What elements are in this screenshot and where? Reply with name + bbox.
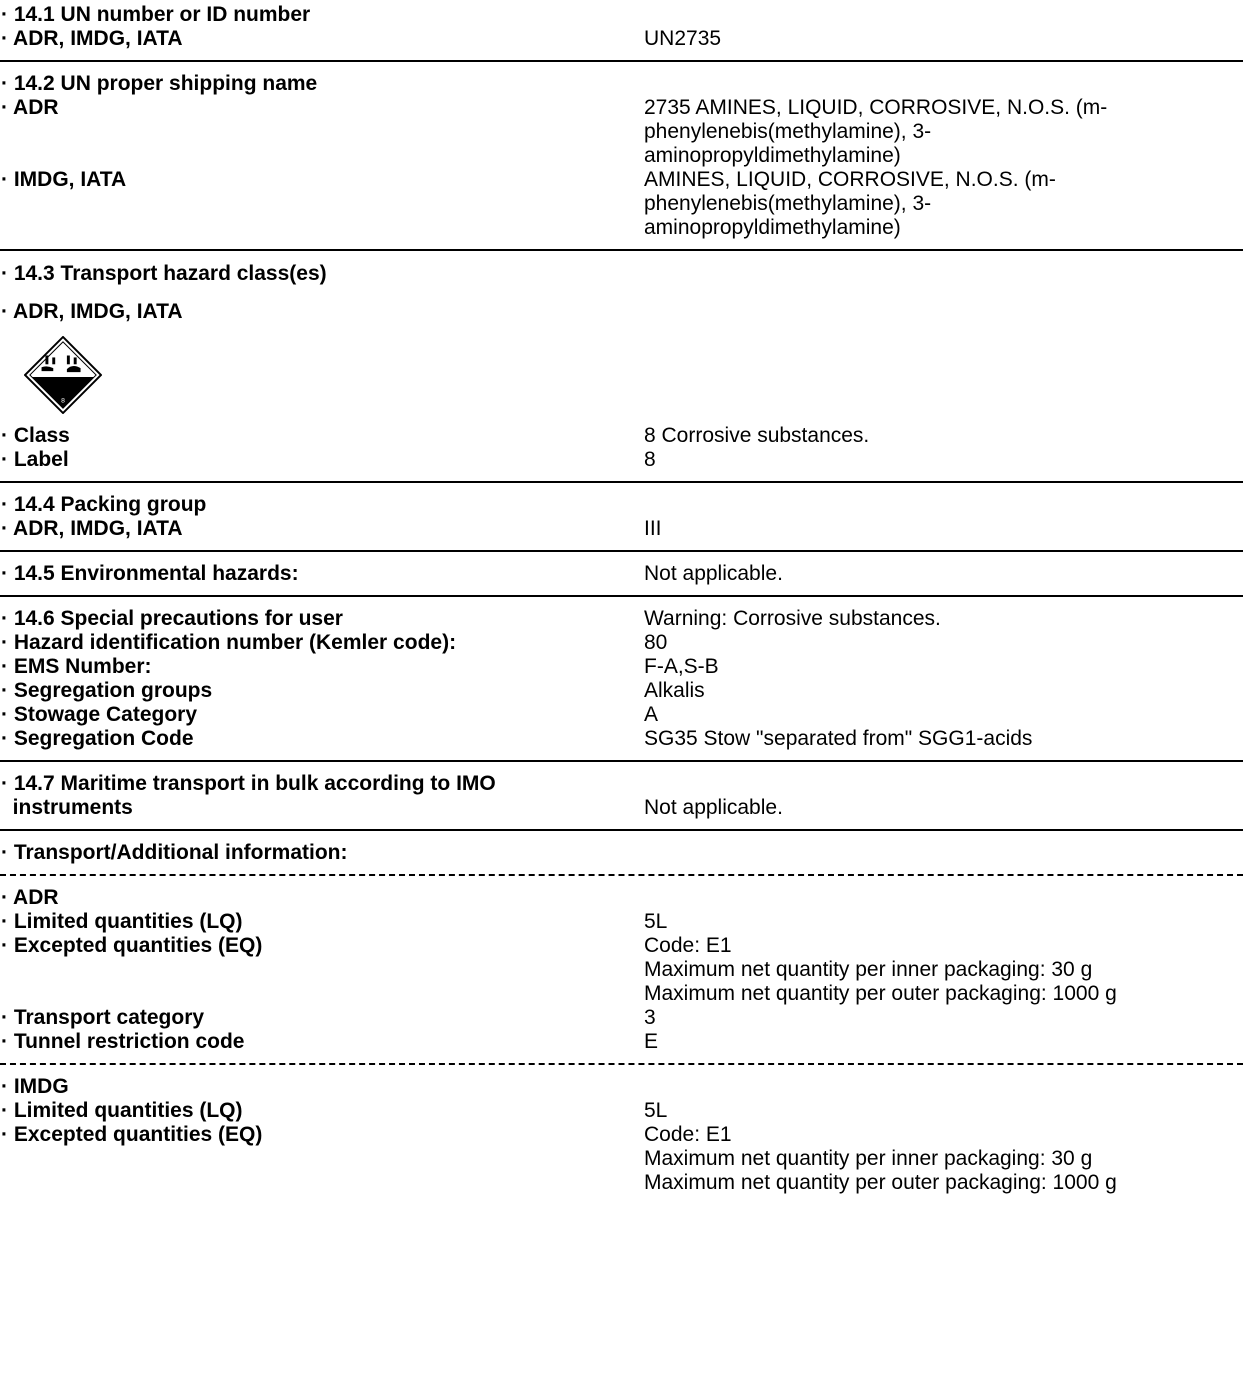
field-value: Warning: Corrosive substances. (644, 607, 941, 630)
field-row (0, 655, 1243, 679)
section-heading-row (0, 72, 1243, 96)
field-label: · Tunnel restriction code (1, 1030, 245, 1053)
field-label: · Label (1, 448, 69, 471)
field-value: III (644, 517, 662, 540)
field-label: instruments (1, 796, 133, 819)
field-value: A (644, 703, 659, 726)
section-14-6 (0, 595, 1243, 751)
field-value: 8 (644, 448, 656, 471)
field-value: 5L (644, 910, 668, 933)
corrosive-hazard-icon (0, 336, 1243, 416)
field-row (0, 96, 1243, 168)
field-label: · 14.6 Special precautions for user (1, 607, 343, 630)
field-row (0, 934, 1243, 1006)
field-row (0, 448, 1243, 472)
section-subheading: · ADR, IMDG, IATA (1, 300, 183, 323)
field-value: Not applicable. (644, 562, 783, 585)
field-row (0, 703, 1243, 727)
section-14-5 (0, 550, 1243, 586)
field-label: · Limited quantities (LQ) (1, 910, 243, 933)
field-label: · Class (1, 424, 70, 447)
section-heading-row (0, 3, 1243, 27)
field-row (0, 910, 1243, 934)
field-label: · Transport category (1, 1006, 205, 1029)
section-heading-row (0, 772, 1243, 796)
field-row (0, 727, 1243, 751)
field-label: · Stowage Category (1, 703, 198, 726)
field-label: · IMDG, IATA (1, 168, 127, 191)
field-value: F-A,S-B (644, 655, 719, 678)
field-value: E (644, 1030, 659, 1053)
section-heading: · 14.7 Maritime transport in bulk according to IMO (1, 772, 496, 795)
field-label: · Hazard identification number (Kemler code): (1, 631, 457, 654)
field-value: Not applicable. (644, 796, 783, 819)
field-label: · Excepted quantities (EQ) (1, 1123, 263, 1146)
field-value: Code: E1 Maximum net quantity per inner packaging: 30 g Maximum net quantity per outer packaging: 1000 g (644, 1123, 1117, 1194)
field-row (0, 1006, 1243, 1030)
field-value: 3 (644, 1006, 656, 1029)
field-value: 8 Corrosive substances. (644, 424, 870, 447)
field-row (0, 517, 1243, 541)
field-row (0, 27, 1243, 51)
section-subheading-row (0, 300, 1243, 324)
field-value: 2735 AMINES, LIQUID, CORROSIVE, N.O.S. (m- phenylenebis(methylamine), 3- aminopropyldimethylamine) (644, 96, 1108, 167)
section-14-1 (0, 0, 1243, 51)
field-label: · Segregation groups (1, 679, 213, 702)
section-heading: · 14.1 UN number or ID number (1, 3, 311, 26)
field-label: · ADR, IMDG, IATA (1, 27, 183, 50)
svg-text:8: 8 (61, 397, 65, 405)
field-row (0, 631, 1243, 655)
section-heading: · 14.4 Packing group (1, 493, 207, 516)
field-label: · ADR, IMDG, IATA (1, 517, 183, 540)
section-heading: · 14.3 Transport hazard class(es) (1, 262, 327, 285)
field-row (0, 1099, 1243, 1123)
field-row (0, 168, 1243, 240)
field-row (0, 562, 1243, 586)
field-value: 80 (644, 631, 668, 654)
additional-information (0, 829, 1243, 865)
field-value: 5L (644, 1099, 668, 1122)
field-label: · 14.5 Environmental hazards: (1, 562, 299, 585)
section-14-4 (0, 481, 1243, 541)
section-heading-row (0, 886, 1243, 910)
field-label: · Segregation Code (1, 727, 194, 750)
field-row (0, 796, 1243, 820)
field-value: Alkalis (644, 679, 705, 702)
field-label: · Excepted quantities (EQ) (1, 934, 263, 957)
section-heading-row (0, 1075, 1243, 1099)
section-14-7 (0, 760, 1243, 820)
field-row (0, 424, 1243, 448)
field-value: AMINES, LIQUID, CORROSIVE, N.O.S. (m- phenylenebis(methylamine), 3- aminopropyldimethylamine) (644, 168, 1056, 239)
field-row (0, 607, 1243, 631)
section-heading-row (0, 493, 1243, 517)
field-row (0, 679, 1243, 703)
section-14-2 (0, 60, 1243, 240)
adr-block (0, 874, 1243, 1054)
field-value: Code: E1 Maximum net quantity per inner packaging: 30 g Maximum net quantity per outer packaging: 1000 g (644, 934, 1117, 1005)
section-heading: · Transport/Additional information: (1, 841, 348, 864)
section-heading-row (0, 841, 1243, 865)
imdg-block (0, 1063, 1243, 1195)
section-heading: · 14.2 UN proper shipping name (1, 72, 318, 95)
section-heading-row (0, 262, 1243, 286)
field-value: SG35 Stow "separated from" SGG1-acids (644, 727, 1033, 750)
field-label: · Limited quantities (LQ) (1, 1099, 243, 1122)
field-row (0, 1030, 1243, 1054)
section-14-3 (0, 249, 1243, 472)
section-heading: · ADR (1, 886, 59, 909)
field-label: · ADR (1, 96, 59, 119)
field-label: · EMS Number: (1, 655, 152, 678)
field-value: UN2735 (644, 27, 722, 50)
section-heading: · IMDG (1, 1075, 69, 1098)
field-row (0, 1123, 1243, 1195)
